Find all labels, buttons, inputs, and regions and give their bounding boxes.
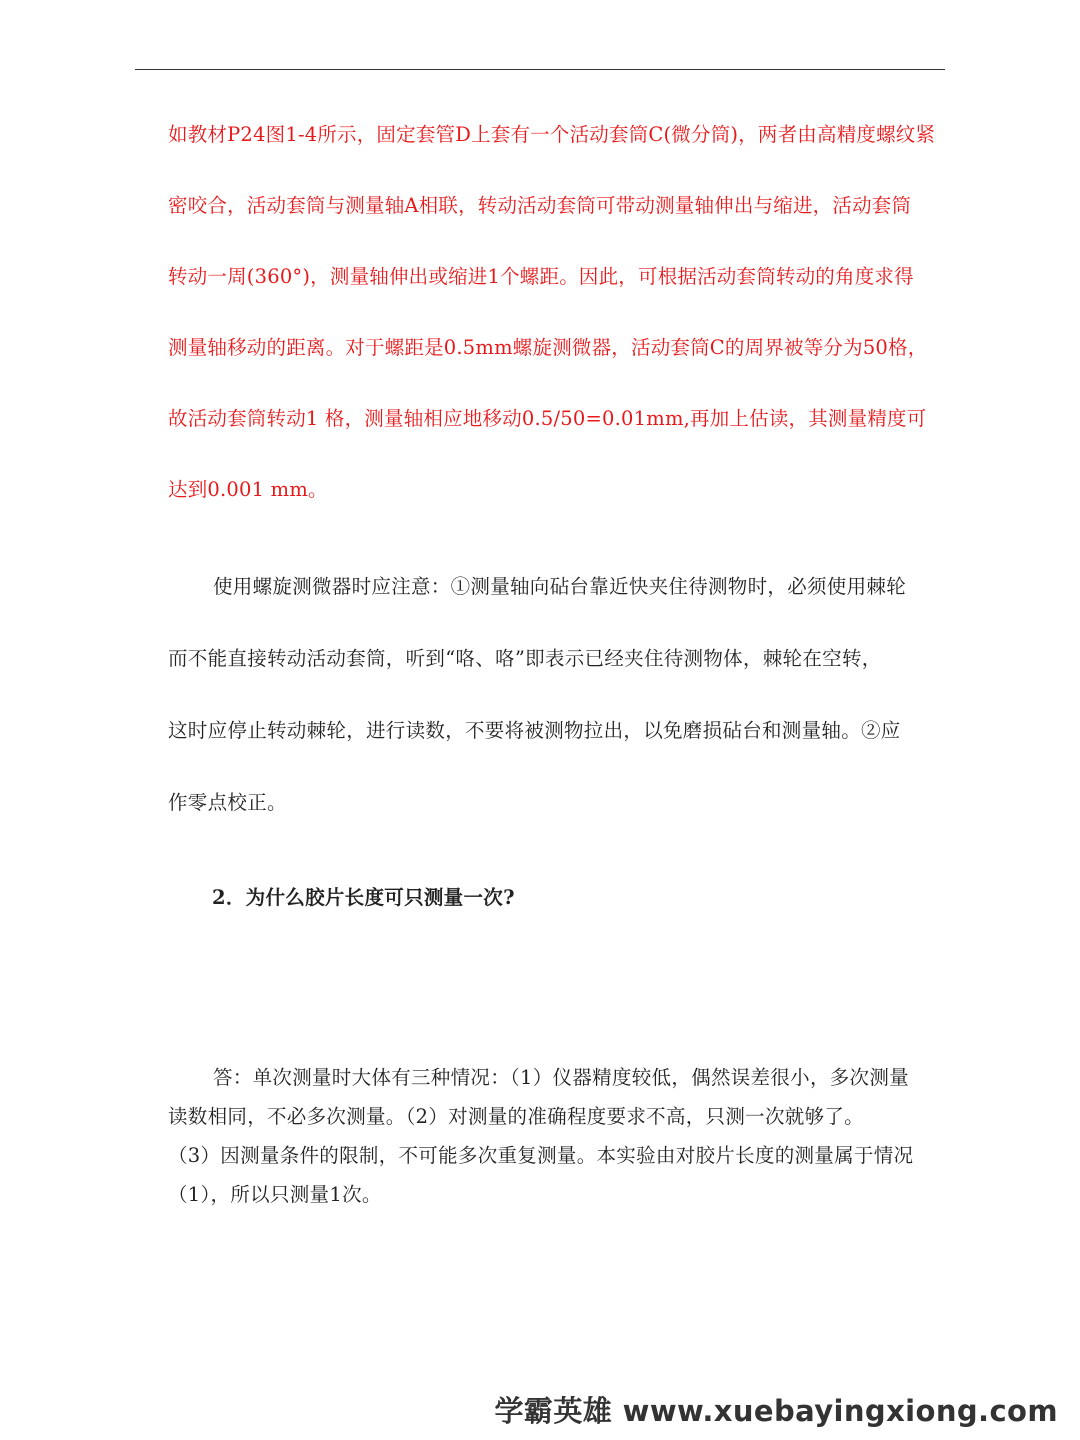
highlighted-line: 如教材P24图1-4所示，固定套管D上套有一个活动套筒C(微分筒)，两者由高精度螺纹紧 (168, 123, 936, 146)
notes-line: 而不能直接转动活动套筒，听到“咯、咯”即表示已经夹住待测物体，棘轮在空转， (168, 647, 882, 670)
highlighted-line: 测量轴移动的距离。对于螺距是0.5mm螺旋测微器，活动套筒C的周界被等分为50格， (168, 336, 928, 359)
notes-paragraph (168, 564, 948, 852)
site-watermark: 学霸英雄 www.xuebayingxiong.com (494, 1394, 1058, 1428)
answer-line: 读数相同，不必多次测量。（2）对测量的准确程度要求不高，只测一次就够了。 (168, 1105, 864, 1128)
highlighted-line: 转动一周(360°)，测量轴伸出或缩进1个螺距。因此，可根据活动套筒转动的角度求得 (168, 265, 914, 288)
highlighted-line: 故活动套筒转动1 格，测量轴相应地移动0.5/50=0.01mm,再加上估读，其测量精度可 (168, 407, 927, 430)
header-divider (135, 69, 945, 70)
highlighted-paragraph (168, 112, 948, 538)
answer-line: （3）因测量条件的限制，不可能多次重复测量。本实验由对胶片长度的测量属于情况 (168, 1144, 914, 1167)
answer-line: （1），所以只测量1次。 (168, 1183, 382, 1206)
answer-paragraph (168, 1058, 948, 1214)
answer-line: 答：单次测量时大体有三种情况：（1）仪器精度较低，偶然误差很小，多次测量 (213, 1066, 909, 1089)
notes-line: 这时应停止转动棘轮，进行读数，不要将被测物拉出，以免磨损砧台和测量轴。②应 (168, 719, 901, 742)
highlighted-line: 达到0.001 mm。 (168, 478, 328, 501)
highlighted-line: 密咬合，活动套筒与测量轴A相联，转动活动套筒可带动测量轴伸出与缩进，活动套筒 (168, 194, 912, 217)
notes-line: 使用螺旋测微器时应注意：①测量轴向砧台靠近快夹住待测物时，必须使用棘轮 (213, 575, 907, 598)
question-heading: 2．为什么胶片长度可只测量一次? (212, 886, 515, 909)
notes-line: 作零点校正。 (168, 791, 287, 814)
